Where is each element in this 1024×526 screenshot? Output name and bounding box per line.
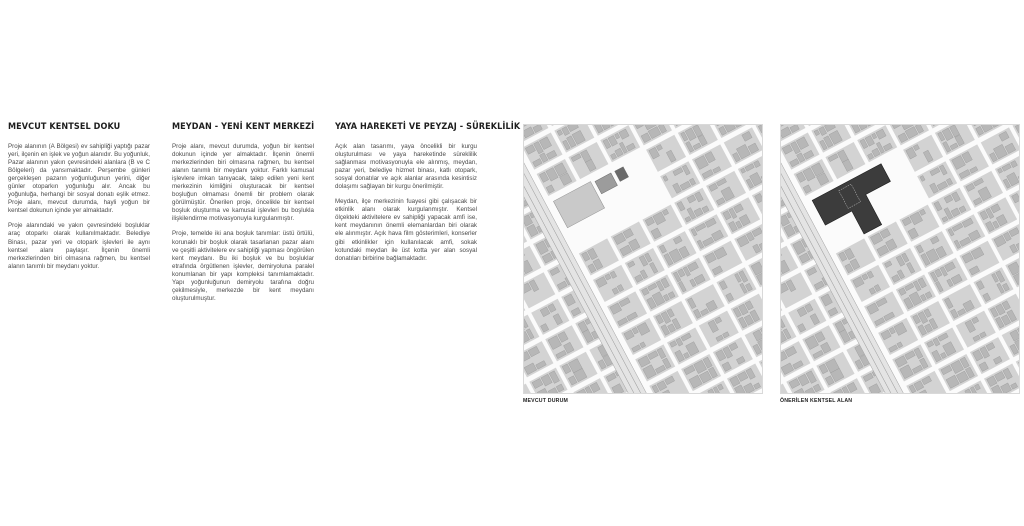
- column-heading: MEVCUT KENTSEL DOKU: [8, 122, 121, 132]
- column-paragraph: Açık alan tasarımı, yaya öncelikli bir kurgu oluşturulması ve yaya hareketinde süreklilik sağlanması motivasyonuyla ele alınmış, meydan, pazar yeri, belediye hizmet binası, katlı otopark, sosyal donatılar ve açık alanlar arasında kesintisiz dolaşımı sağlayan bir kurgu önerilmiştir.: [335, 143, 477, 191]
- column-paragraph: Meydan, ilçe merkezinin fuayesi gibi çalışacak bir etkinlik alanı olarak kurgulanmıştır. Kentsel ölçekteki aktivitelere ev sahipliği yapacak amfi ise, kent meydanının önemli elemanlardan biri olarak ele alınmıştır. Açık hava film gösterimleri, konserler gibi etkinlikler için kullanılacak amfi, sokak kotundaki meydan ile üst kotta yer alan sosyal donatıları birbirine bağlamaktadır.: [335, 198, 477, 262]
- map-caption-existing: MEVCUT DURUM: [523, 398, 569, 404]
- map-proposed-drawing: [780, 124, 1020, 394]
- text-column-existing-fabric: [8, 122, 150, 278]
- column-paragraph: Proje alanının (A Bölgesi) ev sahipliği yaptığı pazar yeri, ilçenin en işlek ve yoğun alanıdır. Bu yoğunluk, Pazar alanının yakın çevresindeki alanlara (B ve C Bölgeleri) da yansımaktadır. Perşembe günleri gerçekleşen pazarın yoğunluğunun yerini, diğer günler otoparkın yoğunluğu alır. Ancak bu yoğunluğa, herhangi bir sosyal donatı eşlik etmez. Proje alanı, mevcut durumda, hayli yoğun bir kentsel dokunun içinde yer almaktadır.: [8, 143, 150, 215]
- column-paragraph: Proje alanındaki ve yakın çevresindeki boşluklar araç otoparkı olarak kullanılmaktadır. Belediye Binası, pazar yeri ve otopark işlevleri ile aynı kentsel alanı paylaşır. İlçenin önemli merkezlerinden biri olmasına rağmen, bu kentsel alanın tanımlı bir meydanı yoktur.: [8, 222, 150, 270]
- column-heading: MEYDAN - YENİ KENT MERKEZİ: [172, 122, 315, 132]
- column-heading: YAYA HAREKETİ VE PEYZAJ - SÜREKLİLİK: [335, 122, 521, 132]
- text-column-pedestrian: [335, 122, 521, 270]
- column-paragraph: Proje, temelde iki ana boşluk tanımlar: üstü örtülü, korunaklı bir boşluk olarak tasarlanan pazar alanı ve çeşitli aktivitelere ev sahipliği yapması öngörülen kent meydanı. Bu iki boşluk ve bu boşluklar etrafında örgütlenen işlevler, demiryoluna paralel konumlanan bir yapı kompleksi tanımlamaktadır. Yapı yoğunluğunun demiryolu tarafına doğru çekilmesiyle, merkezde bir kent meydanı oluşturulmuştur.: [172, 230, 314, 302]
- text-column-square: [172, 122, 314, 310]
- map-proposed: [780, 124, 1020, 394]
- map-caption-proposed: ÖNERİLEN KENTSEL ALAN: [780, 398, 853, 404]
- map-existing: [523, 124, 763, 394]
- map-existing-drawing: [523, 124, 763, 394]
- column-paragraph: Proje alanı, mevcut durumda, yoğun bir kentsel dokunun içinde yer almaktadır. İlçenin önemli merkezlerinden biri olmasına rağmen, bu kentsel alanın tanımlı bir meydanı yoktur. Farklı kamusal işlevlere imkan tanıyacak, talep edilen yeni kent merkezinin kimliğini oluşturacak bir kentsel boşluğun olmaması önemli bir problem olarak görülmüştür. Önerilen proje, öncelikle bir kentsel boşluk oluşturma ve kamusal işlevleri bu boşlukla ilişkilendirme motivasyonuyla kurgulanmıştır.: [172, 143, 314, 223]
